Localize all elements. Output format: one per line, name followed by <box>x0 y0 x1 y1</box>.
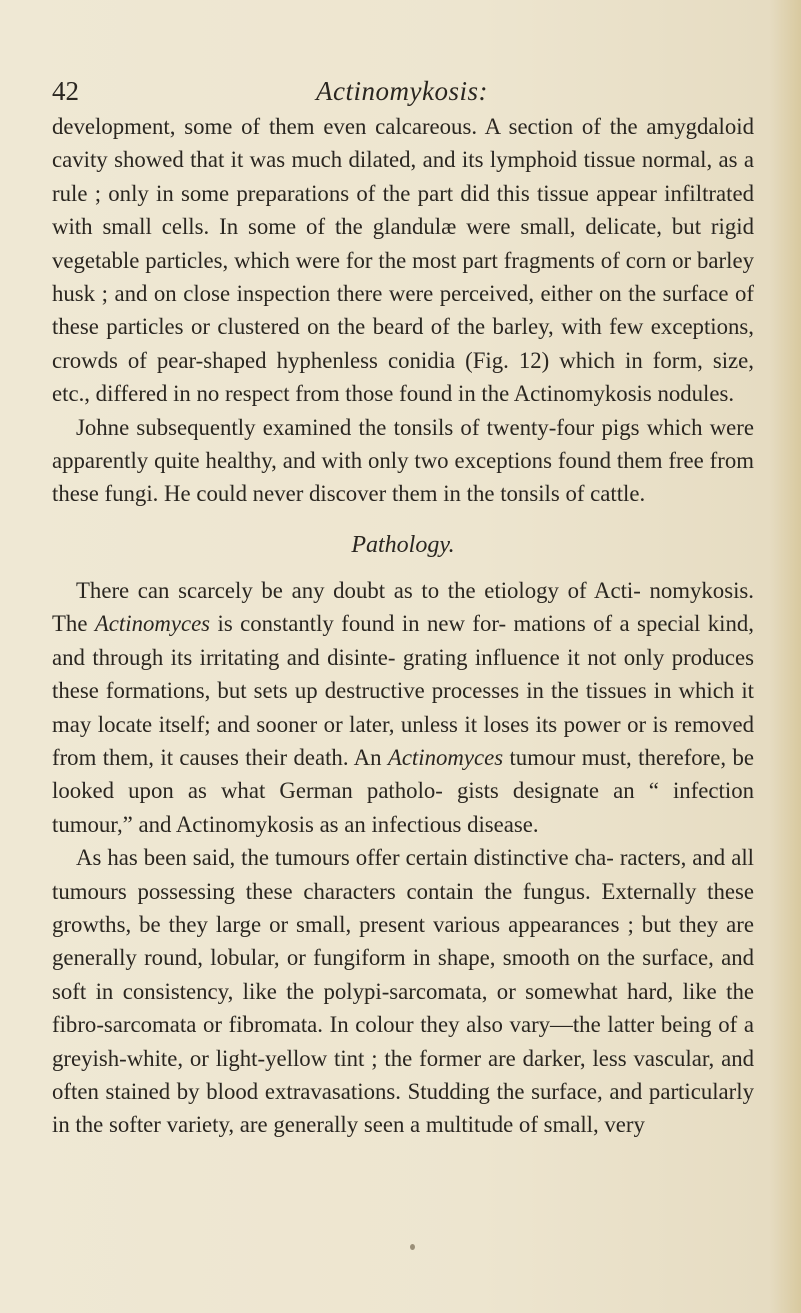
paragraph-3-part-a: There can scarcely be any doubt as to the etiology of Acti- nomykosis. The <box>52 577 754 637</box>
paragraph-3 <box>52 574 754 841</box>
paragraph-3-part-b: is constantly found in new for- mations of a special kind, and through its irritating and disinte- grating influence it not only produces these formations, but sets up destructive processes in the tissues in which it may locate itself; and sooner or later, unless it loses its power or is removed from them, it causes their death. An <box>52 611 754 770</box>
paper-blemish <box>410 1244 415 1250</box>
running-title: Actinomykosis: <box>316 76 488 106</box>
section-heading-pathology: Pathology. <box>351 531 455 558</box>
paragraph-3-part-c: tumour must, therefore, be looked upon as what German patholo- gists designate an “ infection tumour,” and Actinomykosis as an infectious disease. <box>52 744 754 837</box>
paragraph-4: As has been said, the tumours offer certain distinctive cha- racters, and all tumours possessing these characters contain the fungus. Externally these growths, be they large or small, present various appearances ; but they are generally round, lobular, or fungiform in shape, smooth on the surface, and soft in consistency, like the polypi-sarcomata, or somewhat hard, like the fibro-sarcomata or fibromata. In colour they also vary—the latter being of a greyish-white, or light-yellow tint ; the former are darker, less vascular, and often stained by blood extravasations. Studding the surface, and particularly in the softer variety, are generally seen a multitude of small, very <box>52 845 754 1138</box>
body-text <box>52 110 754 1142</box>
paragraph-1: development, some of them even calcareous. A section of the amygdaloid cavity showed that it was much dilated, and its lymphoid tissue normal, as a rule ; only in some preparations of the part did this tissue appear infiltrated with small cells. In some of the glandulæ were small, delicate, but rigid vegetable particles, which were for the most part fragments of corn or barley husk ; and on close inspection there were perceived, either on the surface of these particles or clustered on the beard of the barley, with few exceptions, crowds of pear-shaped hyphenless conidia (Fig. 12) which in form, size, etc., differed in no respect from those found in the Actinomykosis nodules. <box>52 114 754 407</box>
page-number: 42 <box>52 76 79 106</box>
italic-actinomyces-1: Actinomyces <box>94 611 211 637</box>
italic-actinomyces-2: Actinomyces <box>387 744 504 770</box>
paragraph-2: Johne subsequently examined the tonsils of twenty-four pigs which were apparently quite healthy, and with only two exceptions found them free from these fungi. He could never discover them in the tonsils of cattle. <box>52 414 754 507</box>
